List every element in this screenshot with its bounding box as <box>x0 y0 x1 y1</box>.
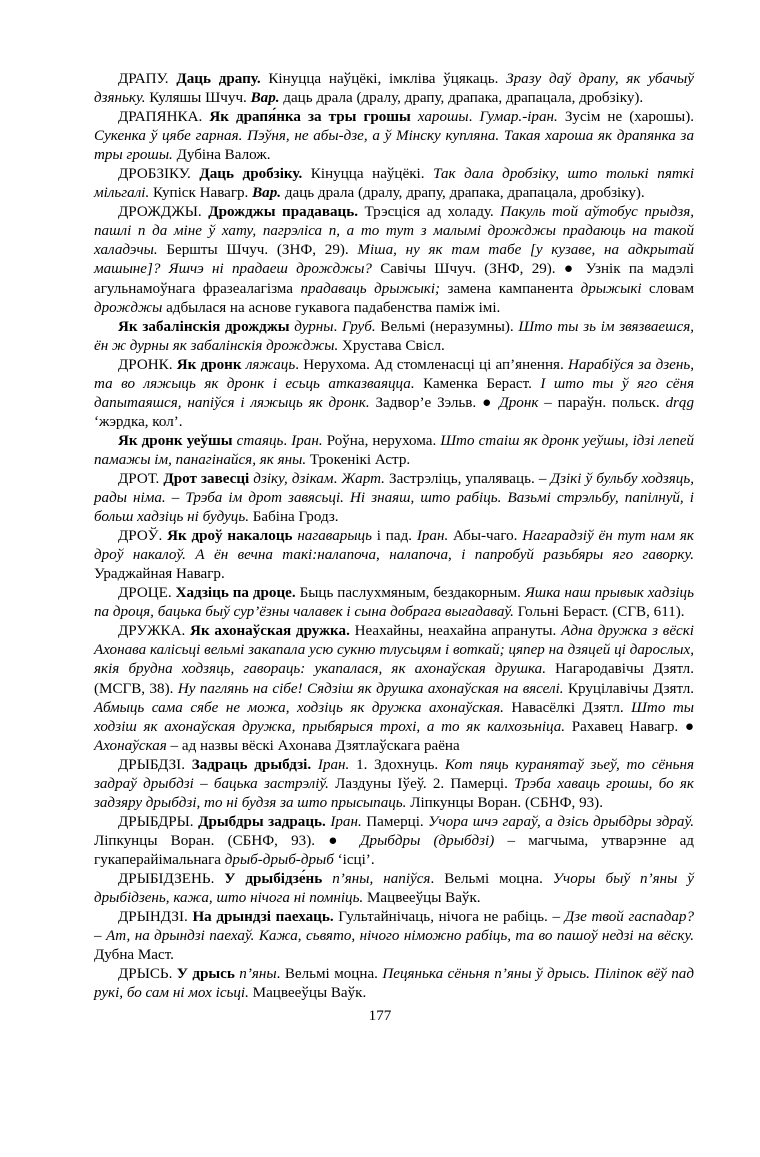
entry-text-italic: дрожджы <box>94 299 163 316</box>
entry-text-italic: Пецянька сёньня п’яны ў дрысь. Піліпок вёў пад рукі, бо сам ні мох ісьці. <box>94 966 694 1002</box>
entry-text-plain: Гультайнічаць, нічога не рабіць. <box>333 909 553 926</box>
entry-text-plain: Задвор’е Зэльв. ● <box>369 394 500 411</box>
entry-text-plain: Ураджайная Навагр. <box>94 566 225 583</box>
entry-text-italic: – Дзе твой гаспадар? – Ат, на дрындзі паехаў. Кажа, сьвято, нічого німожно рабіць, та во пашоў недзі на вёску. <box>94 909 694 945</box>
page-number: 177 <box>368 1008 392 1024</box>
dictionary-entry <box>94 356 694 432</box>
entry-text-italic: Нарабіўся за дзень, та во ляжыць як дронк і есьць атказваяцца. <box>94 356 695 392</box>
entry-text-plain: Застрэліць, упаляваць. <box>384 470 539 487</box>
dictionary-entry <box>94 908 694 965</box>
entry-text-italic: прадаваць дрыжыкі; <box>300 280 441 297</box>
entry-text-italic: Дрыбдры (дрыбдзі) <box>359 832 495 849</box>
entry-text-italic: Так дала дробзіку, што толькі пяткі мільгалі. <box>94 166 695 202</box>
entry-text-plain: Трэсціся ад холаду. <box>358 204 501 221</box>
entry-text-plain <box>311 757 318 773</box>
entry-text-plain: Ліпкунцы Воран. (СБНФ, 93). <box>406 794 603 811</box>
entry-text-plain: Рахавец Навагр. ● <box>565 718 694 735</box>
entry-text-plain: . <box>468 109 480 126</box>
entry-text-plain: ДРЫБІДЗЕНЬ. <box>118 870 225 887</box>
entry-text-plain: ДРЫБДРЫ. <box>118 813 199 830</box>
entry-text-plain: Ліпкунцы Воран. (СБНФ, 93). ● <box>94 832 360 849</box>
entry-text-italic: дрыжыкі <box>580 280 642 297</box>
entry-text-italic: Што стаіш як дронк уеўшы, ідзі лепей памажы ім, панагінайся, як яны. <box>94 432 695 468</box>
entry-text-italic: Адна дружка з вёскі Ахонава калісьці вельмі закапала усю сукню тлусьцям і воткай; цяпер на дзяцей ці дарослых, якія брудна ходзяць, гавораць: укапалася, як ахонаўская друшка. <box>94 623 694 678</box>
entry-text-plain: . Нерухома. Ад стомленасці ці ап’янення. <box>295 356 568 373</box>
entry-text-italic: Што ты ходзіш як ахонаўская дружка, прыбярыся трохі, а то як калхозьніца. <box>94 699 694 735</box>
entry-text-italic: Іран. <box>317 756 350 773</box>
entry-text-italic: Учора шчэ гараў, а дзісь дрыбдры здраў. <box>428 813 694 830</box>
entry-text-italic: Іран. <box>291 432 323 449</box>
entry-text-italic: ляжаць <box>241 356 296 373</box>
entry-text-italic: Жарт. <box>341 470 385 487</box>
entry-text-italic: Ахонаўская <box>94 737 167 754</box>
dictionary-entry <box>94 318 694 356</box>
entry-text-italic: Учоры быў п’яны ў дрыбідзень, кажа, што нічога ні помніць. <box>94 870 695 907</box>
entry-text-italic: Сукенка ў цябе гарная. Пэўня, не абы-дзе, а ў Мінску купляна. Такая хароша як драпянка за тры грошы. <box>94 128 694 164</box>
entry-text-bold: Як дроў накалоць <box>167 528 293 545</box>
entry-text-bold: Даць дробзіку. <box>199 166 303 183</box>
entry-text-plain: ДРОЎ. <box>118 528 168 545</box>
entry-text-italic: Гумар.-іран. <box>479 109 558 126</box>
entry-text-plain: словам <box>641 280 695 297</box>
entry-text-italic: Іран. <box>416 528 449 545</box>
dictionary-entry <box>94 870 694 908</box>
entry-text-italic: дрыб-дрыб-дрыб <box>224 851 334 868</box>
entry-text-italic: Зразу даў драпу, як убачыў дзяньку. <box>94 71 694 107</box>
entry-text-plain: Савічы Шчуч. (ЗНФ, 29). ● Узнік па мадэлі агульнамоўнага фразеалагізма <box>94 261 694 297</box>
entry-text-italic: Кот пяць куранятаў зьеў, то сёньня задраў дрыбдзі – бацька застрэліў. <box>94 756 694 792</box>
entry-text-italic: Іран. <box>330 813 362 830</box>
entry-text-plain: ‘жэрдка, кол’. <box>94 413 183 430</box>
entry-text-plain: ‘ісці’. <box>333 851 375 868</box>
entry-text-plain: ДРЫНДЗІ. <box>118 909 193 926</box>
entry-text-plain: і пад. <box>371 528 417 545</box>
entry-text-italic: І што ты ў яго сёня дапытаяшся, напіўся і ляжыць як дронк. <box>94 375 694 411</box>
dictionary-entry <box>94 203 694 317</box>
entry-text-plain: Гольні Бераст. (СГВ, 611). <box>513 604 685 621</box>
dictionary-entry <box>94 527 694 584</box>
entry-text-italic: Ну паглянь на сібе! Сядзіш як друшка ахонаўская на вяселі. <box>177 680 564 697</box>
entry-text-italic: Абмыць сама сябе не можа, ходзіць як дружка ахонаўская. <box>94 699 504 716</box>
entry-text-bold-italic: Вар. <box>252 185 282 202</box>
dictionary-entry <box>94 622 694 755</box>
entry-text-plain: Дубіна Валож. <box>172 147 271 164</box>
entry-text-italic: харошы <box>410 109 469 126</box>
entry-text-italic: дурны <box>289 318 334 335</box>
dictionary-entry <box>94 470 694 527</box>
entry-text-bold: Дрожджы прадаваць. <box>208 204 358 221</box>
entry-text-plain: ДРОЦЕ. <box>118 585 176 602</box>
entry-text-plain: ДРАПУ. <box>118 71 177 87</box>
entry-text-italic: – Дзікі ў бульбу ходзяць, рады німа. – Трэба ім дрот завясьці. Ні знаяш, што рабіць. Вазьмі стрэльбу, папілнуй, і больш хадзіць ні будуць. <box>94 470 694 526</box>
entry-text-plain: Дубна Маст. <box>94 947 174 964</box>
entry-text-bold: Як драпя́нка за тры грошы <box>209 109 411 126</box>
entry-text-bold: Як дронк уеўшы <box>118 432 233 449</box>
entry-text-plain: Куляшы Шчуч. <box>145 90 251 107</box>
entry-text-plain: – параўн. польск. <box>538 394 666 411</box>
entry-text-plain: Роўна, нерухома. <box>322 432 441 449</box>
entry-text-plain: ДРЫСЬ. <box>118 966 177 983</box>
dictionary-entry <box>94 756 694 813</box>
entry-text-bold: У дрыбідзе́нь <box>224 870 323 887</box>
entry-text-italic: Яшка наш прывык хадзіць па дроця, бацька быў сур’ёзны чалавек і сына добрага выгадаваў. <box>94 585 694 621</box>
entry-text-bold: Дрот завесці <box>163 470 250 487</box>
entry-text-italic: нагаварыць <box>292 528 372 545</box>
entry-text-plain: . <box>283 432 292 449</box>
text-column <box>94 70 694 1003</box>
entry-text-plain: – магчыма, утварэнне ад гукаперайімальнага <box>94 832 694 868</box>
entry-text-plain: Бабіна Гродз. <box>248 509 339 526</box>
dictionary-entry <box>94 813 694 870</box>
entry-text-plain: ДРОТ. <box>118 470 164 487</box>
entry-text-plain: Памерці. <box>361 813 429 830</box>
entry-text-plain: ДРОЖДЖЫ. <box>118 204 209 221</box>
entry-text-bold: Як ахонаўская дружка. <box>190 623 350 640</box>
entry-text-plain: Каменка Бераст. <box>414 375 541 392</box>
entry-text-italic: drąg <box>665 394 695 411</box>
entry-text-italic: Груб. <box>342 318 376 335</box>
entry-text-bold: Даць драпу. <box>176 71 261 87</box>
entry-text-plain: . Вельмі моцна. <box>276 966 383 983</box>
dictionary-entry <box>94 965 694 1003</box>
entry-text-plain: – ад назвы вёскі Ахонава Дзятлаўскага раёна <box>166 737 460 754</box>
entry-text-plain: ДРОБЗІКУ. <box>118 166 200 183</box>
entry-text-plain: ДРЫБДЗІ. <box>118 756 192 773</box>
entry-text-plain: Мацвееўцы Ваўк. <box>363 890 481 907</box>
entry-text-plain: замена кампанента <box>440 280 581 297</box>
entry-text-plain: Нагародавічы Дзятл. (МСГВ, 38). <box>94 661 694 697</box>
entry-text-plain: 1. Здохнуць. <box>349 756 445 773</box>
entry-text-italic: стаяць <box>232 432 284 449</box>
entry-text-italic: Што ты зь ім звязваешся, ён ж дурны як забалінскія дрожджы. <box>94 318 695 354</box>
entry-text-italic: Пакуль той аўтобус прыдзя, пашлі п да міне ў хату, пагрэліса п, а то тут з малымі дрожджы прадаюць на такой халадэчы. <box>94 204 695 259</box>
entry-text-italic: дзіку, дзікам <box>249 470 334 487</box>
entry-text-bold: У дрысь <box>176 966 235 983</box>
entry-text-italic: п’яны, напіўся <box>322 870 431 887</box>
entry-text-plain: Вельмі (неразумны). <box>375 318 519 335</box>
entry-text-bold: Хадзіць па дроце. <box>175 585 296 602</box>
entry-text-plain: . <box>333 318 343 335</box>
entry-text-plain: Купіск Навагр. <box>149 185 253 202</box>
entry-text-plain: Навасёлкі Дзятл. <box>503 699 632 716</box>
entry-text-italic: Нагарадзіў ён тут нам як дроў накалоў. А ён вечна такі:налапоча, налапоча, і папробуй разьбяры яго гаворку. <box>94 528 694 564</box>
entry-text-plain: адбылася на аснове гукавога падабенства паміж імі. <box>162 299 501 316</box>
entry-text-bold: Задраць дрыбдзі. <box>191 756 312 773</box>
entry-text-italic: Міша, ну як там табе [у кузаве, на адкрытай машыне]? Яшчэ ні прадаеш дрожджы? <box>94 242 695 278</box>
entry-text-plain: Неахайны, неахайна апрануты. <box>349 623 562 640</box>
dictionary-entry <box>94 165 694 203</box>
entry-text-bold: Як дронк <box>176 356 242 373</box>
entry-text-bold-italic: Вар. <box>250 90 280 107</box>
entry-text-plain: Хрустава Свісл. <box>338 337 445 354</box>
entry-text-italic: Трэба хаваць грошы, бо як задзяру дрыбдзі, то ні будзя за што прысыпаць. <box>94 775 694 811</box>
entry-text-plain: Мацвееўцы Ваўк. <box>248 985 367 1002</box>
entry-text-italic: Дронк <box>499 394 539 411</box>
entry-text-plain: Лаздуны Іўеў. 2. Памерці. <box>328 775 515 792</box>
entry-text-plain: Кінуцца наўцёкі, імкліва ўцякаць. <box>260 71 507 87</box>
dictionary-entry <box>94 108 694 165</box>
entry-text-plain: Кінуцца наўцёкі. <box>302 166 434 183</box>
entry-text-plain: Зусім не (харошы). <box>557 109 694 126</box>
entry-text-plain: даць драла (дралу, драпу, драпака, драпацала, дробзіку). <box>279 90 644 107</box>
entry-text-plain: Бершты Шчуч. (ЗНФ, 29). <box>157 242 358 259</box>
entry-text-plain: Трокенікі Астр. <box>306 451 411 468</box>
dictionary-entry <box>94 432 694 470</box>
entry-text-italic: п’яны <box>234 966 277 983</box>
entry-text-bold: Дрыбдры задраць. <box>198 813 326 830</box>
entry-text-plain: . Вельмі моцна. <box>430 870 553 887</box>
entry-text-plain: Абы-чаго. <box>448 528 523 545</box>
entry-text-bold: Як забалінскія дрожджы <box>118 318 290 335</box>
dictionary-entry <box>94 70 694 108</box>
entry-text-plain: Быць паслухмяным, бездакорным. <box>295 585 525 602</box>
entry-text-plain: даць драла (дралу, драпу, драпака, драпацала, дробзіку). <box>281 185 645 202</box>
entry-text-bold: На дрындзі паехаць. <box>192 909 334 926</box>
entry-text-plain: Круцілавічы Дзятл. <box>563 680 695 697</box>
entry-text-plain: ДРУЖКА. <box>118 623 191 640</box>
entry-text-plain: . <box>333 470 342 487</box>
entry-text-plain: ДРАПЯНКА. <box>118 109 210 126</box>
entry-text-plain: ДРОНК. <box>118 356 177 373</box>
dictionary-entry <box>94 584 694 622</box>
